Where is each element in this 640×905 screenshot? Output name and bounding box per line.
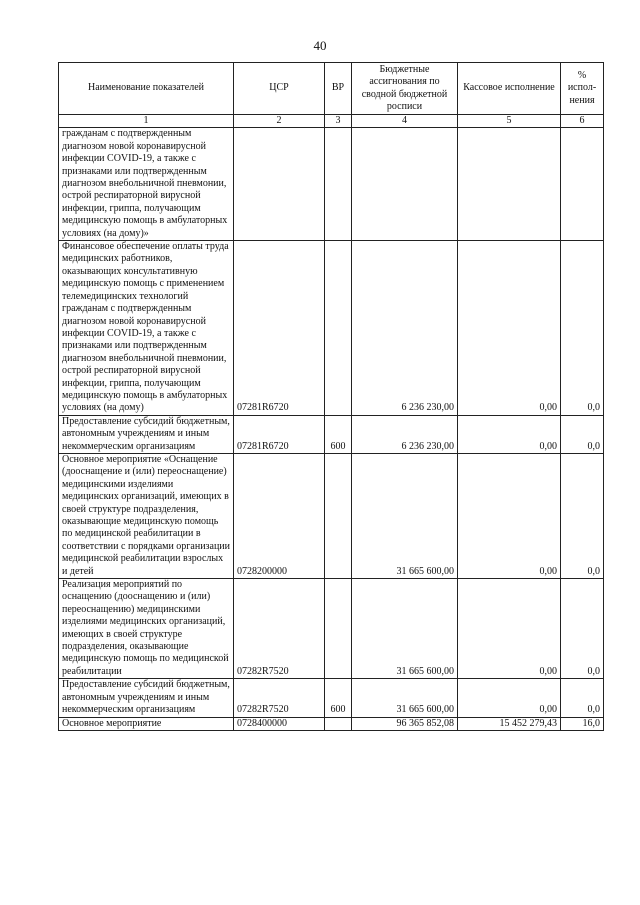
row-vr (325, 241, 352, 416)
table-row (59, 128, 604, 241)
row-name: гражданам с подтвержденным диагнозом новой коронавирусной инфекции COVID-19, а также с признаками или подтвержденным диагнозом внебольничной пневмонии, острой респираторной вирусной инфекции, гриппа, получающим медицинскую помощь в амбулаторных условиях (на дому)» (59, 128, 234, 241)
row-budget: 31 665 600,00 (352, 679, 458, 717)
column-number: 4 (352, 115, 458, 128)
row-name: Предоставление субсидий бюджетным, автономным учреждениям и иным некоммерческим организациям (59, 415, 234, 453)
column-number-row (59, 115, 604, 128)
table-header-row (59, 63, 604, 115)
row-csr: 07281R6720 (234, 241, 325, 416)
row-vr (325, 717, 352, 730)
row-cash: 0,00 (458, 579, 561, 679)
row-budget: 6 236 230,00 (352, 415, 458, 453)
row-percent (561, 128, 604, 241)
row-name: Финансовое обеспечение оплаты труда медицинских работников, оказывающих консультативную медицинскую помощь с применением телемедицинских технологий гражданам с подтвержденным диагнозом новой коронавирусной инфекции COVID-19, а также с признаками или подтвержденным диагнозом внебольничной пневмонии, острой респираторной вирусной инфекции, гриппа, получающим медицинскую помощь в амбулаторных условиях (на дому) (59, 241, 234, 416)
row-cash (458, 128, 561, 241)
header-csr: ЦСР (234, 63, 325, 115)
header-cash: Кассовое исполнение (458, 63, 561, 115)
row-csr: 0728400000 (234, 717, 325, 730)
row-name: Основное мероприятие (59, 717, 234, 730)
row-csr (234, 128, 325, 241)
row-percent: 0,0 (561, 579, 604, 679)
table-row (59, 679, 604, 717)
row-vr (325, 453, 352, 578)
row-vr (325, 579, 352, 679)
header-name: Наименование показателей (59, 63, 234, 115)
row-percent: 0,0 (561, 453, 604, 578)
table-row (59, 241, 604, 416)
row-csr: 07282R7520 (234, 679, 325, 717)
header-budget: Бюджетные ассигнования по сводной бюджетной росписи (352, 63, 458, 115)
row-cash: 0,00 (458, 453, 561, 578)
row-vr: 600 (325, 679, 352, 717)
row-percent: 0,0 (561, 415, 604, 453)
row-csr: 0728200000 (234, 453, 325, 578)
row-cash: 0,00 (458, 679, 561, 717)
row-cash: 0,00 (458, 415, 561, 453)
header-percent: % испол-нения (561, 63, 604, 115)
column-number: 2 (234, 115, 325, 128)
row-budget: 31 665 600,00 (352, 579, 458, 679)
row-budget: 96 365 852,08 (352, 717, 458, 730)
table-row (59, 579, 604, 679)
page-number: 40 (313, 38, 327, 53)
row-name: Основное мероприятие «Оснащение (дооснащение и (или) переоснащение) медицинскими изделиями медицинских организаций, имеющих в своей структуре подразделения, оказывающие медицинскую помощь по медицинской реабилитации в соответствии с порядками организации медицинской реабилитации взрослых и детей (59, 453, 234, 578)
column-number: 3 (325, 115, 352, 128)
column-number: 1 (59, 115, 234, 128)
table-row (59, 717, 604, 730)
row-cash: 15 452 279,43 (458, 717, 561, 730)
row-vr (325, 128, 352, 241)
row-csr: 07282R7520 (234, 579, 325, 679)
row-cash: 0,00 (458, 241, 561, 416)
row-budget: 31 665 600,00 (352, 453, 458, 578)
row-percent: 16,0 (561, 717, 604, 730)
row-name: Реализация мероприятий по оснащению (дооснащению и (или) переоснащению) медицинскими изделиями медицинских организаций, имеющих в своей структуре подразделения, оказывающие медицинскую помощь по медицинской реабилитации (59, 579, 234, 679)
row-vr: 600 (325, 415, 352, 453)
column-number: 6 (561, 115, 604, 128)
row-name: Предоставление субсидий бюджетным, автономным учреждениям и иным некоммерческим организациям (59, 679, 234, 717)
row-budget (352, 128, 458, 241)
table-row (59, 453, 604, 578)
table-row (59, 415, 604, 453)
column-number: 5 (458, 115, 561, 128)
row-csr: 07281R6720 (234, 415, 325, 453)
row-budget: 6 236 230,00 (352, 241, 458, 416)
header-vr: ВР (325, 63, 352, 115)
budget-execution-table (58, 62, 604, 731)
row-percent: 0,0 (561, 679, 604, 717)
row-percent: 0,0 (561, 241, 604, 416)
